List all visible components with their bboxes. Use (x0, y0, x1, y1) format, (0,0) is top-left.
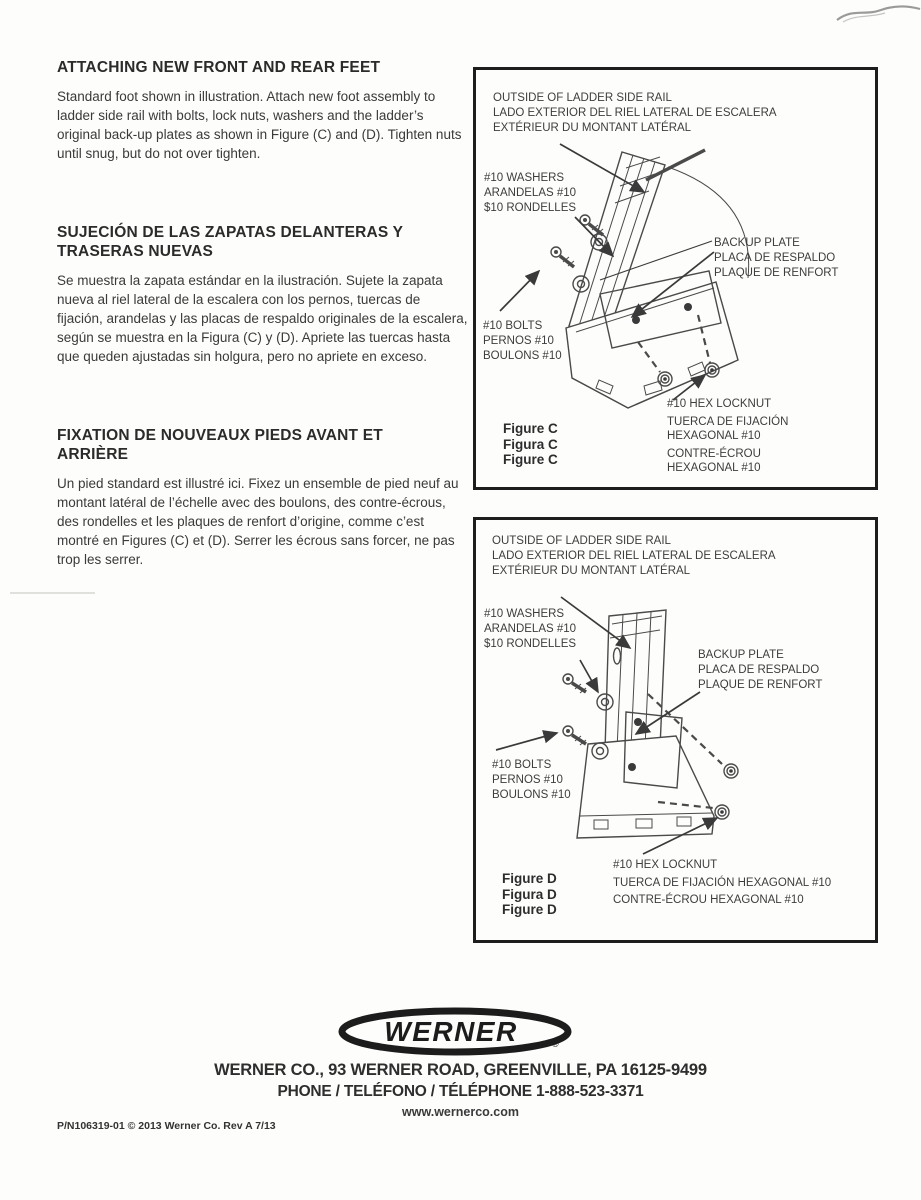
bolt-icon (551, 247, 574, 267)
label-line: OUTSIDE OF LADDER SIDE RAIL (493, 92, 672, 104)
label-line: $10 RONDELLES (484, 638, 577, 650)
label-line: HEXAGONAL #10 (667, 430, 761, 442)
registered-mark: ® (552, 1039, 559, 1049)
company-website: www.wernerco.com (402, 1105, 519, 1119)
figure-c-caption (503, 421, 558, 468)
caption-line: Figura C (503, 436, 558, 452)
section-french (57, 426, 469, 569)
heading-line: FIXATION DE NOUVEAUX PIEDS AVANT ET (57, 427, 383, 444)
label-line: HEXAGONAL #10 (667, 462, 761, 474)
werner-logo-text: WERNER (384, 1016, 518, 1047)
scan-artifact-swoosh (835, 0, 921, 30)
section-french-body: Un pied standard est illustré ici. Fixez un ensemble de pied neuf au montant latéral de l’échelle avec des boulons, des contre-écrous, des rondelles et les plaques de renfort d’origine, comme c’est montré en Figures (C) et (D). Serrer les écrous sans forcer, ne pas trop les serrer. (57, 476, 459, 567)
section-spanish-body: Se muestra la zapata estándar en la ilustración. Sujete la zapata nueva al riel lateral de la escalera con los pernos, tuercas de fijación, arandelas y las placas de respaldo originales de la escalera, según se muestra en la Figura (C) y (D). Apriete las tuercas hasta que queden ajustadas sin holgura, pero no apriete en exceso. (57, 273, 468, 364)
caption-line: Figure C (503, 421, 558, 436)
heading-line: SUJECIÓN DE LAS ZAPATAS DELANTERAS Y (57, 224, 404, 241)
figure-d-box (473, 517, 878, 943)
label-line: BOULONS #10 (492, 789, 571, 801)
label-hex-locknut (667, 397, 788, 476)
label-bolts (492, 758, 571, 803)
label-line: CONTRE-ÉCROU HEXAGONAL #10 (613, 894, 804, 906)
section-spanish (57, 223, 469, 366)
caption-line: Figure D (502, 871, 557, 886)
label-line: CONTRE-ÉCROU (667, 447, 761, 460)
caption-line: Figure D (502, 902, 557, 917)
label-outside-side-rail (493, 91, 777, 136)
heading-line: ATTACHING NEW FRONT AND REAR FEET (57, 59, 381, 76)
label-line: TUERCA DE FIJACIÓN HEXAGONAL #10 (613, 876, 832, 889)
label-line: BACKUP PLATE (714, 237, 800, 249)
section-english-heading (57, 58, 465, 77)
label-line: LADO EXTERIOR DEL RIEL LATERAL DE ESCALERA (493, 107, 777, 119)
section-french-heading (57, 426, 469, 464)
figure-d-caption (502, 871, 557, 918)
label-line: PLAQUE DE RENFORT (698, 679, 823, 691)
label-hex-locknut (613, 857, 831, 910)
label-line: PLACA DE RESPALDO (714, 252, 836, 264)
label-line: ARANDELAS #10 (484, 623, 577, 635)
label-line: EXTÉRIEUR DU MONTANT LATÉRAL (493, 122, 692, 134)
label-line: PLAQUE DE RENFORT (714, 267, 839, 279)
label-line: #10 BOLTS (492, 759, 552, 771)
locknut-icon (724, 764, 738, 778)
label-line: BACKUP PLATE (698, 649, 784, 661)
scan-artifact-line (10, 592, 95, 594)
label-line: PERNOS #10 (483, 335, 554, 347)
company-address: WERNER CO., 93 WERNER ROAD, GREENVILLE, PA 16125-9499 (214, 1061, 707, 1079)
section-english (57, 58, 465, 163)
label-line: #10 WASHERS (484, 172, 565, 184)
label-bolts (483, 319, 562, 364)
locknut-icon (715, 805, 729, 819)
label-line: OUTSIDE OF LADDER SIDE RAIL (492, 535, 671, 547)
label-line: #10 BOLTS (483, 320, 543, 332)
label-line: ARANDELAS #10 (484, 187, 577, 199)
label-line: BOULONS #10 (483, 350, 562, 362)
label-backup-plate (698, 648, 822, 693)
bolt-icon (563, 674, 586, 693)
label-line: #10 WASHERS (484, 608, 565, 620)
label-washers (484, 171, 576, 216)
label-line: PERNOS #10 (492, 774, 563, 786)
label-outside-side-rail (492, 534, 776, 579)
label-line: TUERCA DE FIJACIÓN (667, 415, 789, 428)
caption-line: Figura D (502, 886, 557, 902)
label-washers (484, 607, 576, 652)
label-line: $10 RONDELLES (484, 202, 577, 214)
werner-logo (336, 1007, 581, 1056)
label-line: #10 HEX LOCKNUT (613, 859, 718, 871)
label-line: EXTÉRIEUR DU MONTANT LATÉRAL (492, 565, 691, 577)
caption-line: Figure C (503, 452, 558, 467)
figure-c-box (473, 67, 878, 490)
company-phone: PHONE / TELÉFONO / TÉLÉPHONE 1-888-523-3371 (277, 1083, 644, 1100)
section-english-body: Standard foot shown in illustration. Attach new foot assembly to ladder side rail with bolts, lock nuts, washers and the ladder’s original back-up plates as shown in Figure (C) and (D). Tighten nuts until snug, but do not over tighten. (57, 89, 462, 161)
label-line: #10 HEX LOCKNUT (667, 398, 772, 410)
label-line: PLACA DE RESPALDO (698, 664, 820, 676)
part-number: P/N106319-01 © 2013 Werner Co. Rev A 7/13 (57, 1120, 276, 1132)
heading-line: TRASERAS NUEVAS (57, 243, 214, 260)
section-spanish-heading (57, 223, 469, 261)
bolt-icon (563, 726, 586, 745)
label-backup-plate (714, 236, 838, 281)
heading-line: ARRIÈRE (57, 446, 129, 463)
label-line: LADO EXTERIOR DEL RIEL LATERAL DE ESCALERA (492, 550, 776, 562)
